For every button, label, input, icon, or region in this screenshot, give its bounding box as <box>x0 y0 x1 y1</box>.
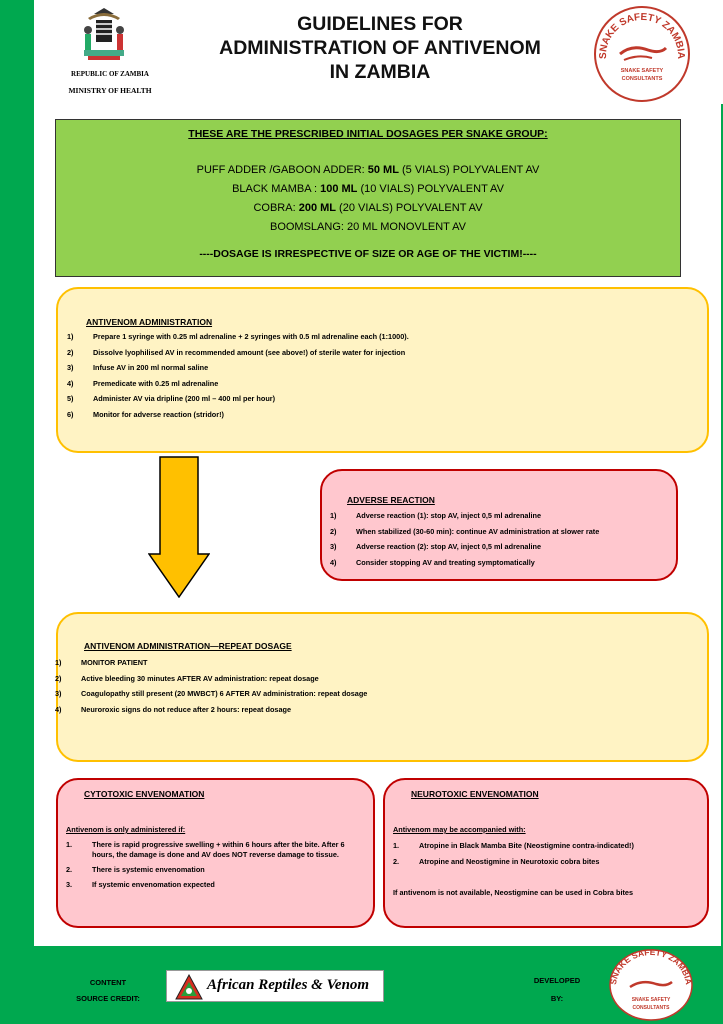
dosage-cobra <box>56 202 680 214</box>
list-item <box>393 857 703 867</box>
neurotoxic-steps <box>393 841 703 867</box>
cytotoxic-title: CYTOTOXIC ENVENOMATION <box>84 789 205 799</box>
dosage-footer: ----DOSAGE IS IRRESPECTIVE OF SIZE OR AGE OF THE VICTIM!---- <box>199 248 537 260</box>
list-item <box>67 379 687 389</box>
dose-amount: 200 ML <box>298 202 336 214</box>
footer-logo-arc-text: SNAKE SAFETY ZAMBIA <box>608 947 694 986</box>
dosage-boomslang: BOOMSLANG: 20 ML MONOVLENT AV <box>269 221 467 233</box>
arv-name: African Reptiles & Venom <box>207 977 370 993</box>
list-item <box>66 880 366 890</box>
list-text: MONITOR PATIENT <box>81 658 148 667</box>
down-arrow-icon <box>148 456 210 598</box>
list-text: Active bleeding 30 minutes AFTER AV administration: repeat dosage <box>81 673 319 683</box>
footer-by: BY: <box>550 994 564 1003</box>
list-text: Monitor for adverse reaction (stridor!) <box>93 409 224 419</box>
list-item <box>330 511 670 521</box>
footer-snake-safety-logo <box>608 947 694 1021</box>
list-item <box>66 865 366 875</box>
list-item <box>67 348 687 358</box>
repeat-dosage-box <box>56 612 709 762</box>
adverse-title: ADVERSE REACTION <box>347 495 435 505</box>
dose-text: BLACK MAMBA : <box>232 183 321 195</box>
logo-sub2: CONSULTANTS <box>621 76 663 82</box>
list-number: 5) <box>67 394 74 404</box>
list-item <box>67 394 687 404</box>
list-number: 6) <box>67 409 74 419</box>
admin-steps <box>67 332 687 420</box>
logo-sub1: SNAKE SAFETY <box>620 68 664 74</box>
list-number: 4) <box>330 557 337 567</box>
list-item <box>67 332 687 342</box>
adverse-reaction-box <box>320 469 678 581</box>
title-line: ADMINISTRATION OF ANTIVENOM <box>219 37 541 59</box>
list-text: Prepare 1 syringe with 0.25 ml adrenaline + 2 syringes with 0.5 ml adrenaline each (1:1000). <box>93 332 409 341</box>
dosage-heading: THESE ARE THE PRESCRIBED INITIAL DOSAGES PER SNAKE GROUP: <box>188 128 548 140</box>
title-line: GUIDELINES FOR <box>297 13 463 35</box>
list-number: 2) <box>67 347 74 357</box>
list-number: 1) <box>67 332 74 341</box>
dose-text: (20 VIALS) POLYVALENT AV <box>336 202 483 214</box>
dose-text: PUFF ADDER /GABOON ADDER: <box>196 164 368 176</box>
snake-safety-logo <box>592 4 692 104</box>
list-text: Adverse reaction (2): stop AV, inject 0,5 ml adrenaline <box>356 542 542 552</box>
list-text: Infuse AV in 200 ml normal saline <box>93 363 209 373</box>
list-item <box>55 689 675 699</box>
cytotoxic-steps <box>66 840 366 890</box>
adverse-steps <box>330 511 670 568</box>
repeat-title: ANTIVENOM ADMINISTRATION—REPEAT DOSAGE <box>84 641 292 651</box>
list-item <box>55 674 675 684</box>
footer-logo-sub1: SNAKE SAFETY <box>631 997 671 1003</box>
footer-logo-sub2: CONSULTANTS <box>632 1005 670 1011</box>
list-item <box>330 527 670 537</box>
list-text: Coagulopathy still present (20 MWBCT) 6 AFTER AV administration: repeat dosage <box>81 689 368 699</box>
list-text: Atropine and Neostigmine in Neurotoxic cobra bites <box>419 856 600 866</box>
title-line: IN ZAMBIA <box>329 61 431 83</box>
list-number: 1) <box>330 511 337 520</box>
arv-logo <box>166 970 384 1002</box>
cytotoxic-box <box>56 778 375 928</box>
list-text: Adverse reaction (1): stop AV, inject 0,5 ml adrenaline <box>356 511 542 520</box>
cytotoxic-subtitle: Antivenom is only administered if: <box>66 825 186 834</box>
page-title <box>190 12 570 84</box>
antivenom-admin-box <box>56 287 709 453</box>
list-number: 1. <box>66 840 73 849</box>
coat-of-arms-icon <box>74 4 134 62</box>
list-item <box>393 841 703 851</box>
dosage-puff-adder <box>56 164 680 176</box>
list-number: 2. <box>66 865 73 874</box>
list-item <box>66 840 366 860</box>
repeat-steps <box>55 658 675 715</box>
footer-developed: DEVELOPED <box>533 976 581 985</box>
list-item <box>67 410 687 420</box>
list-text: Dissolve lyophilised AV in recommended amount (see above!) of sterile water for injection <box>93 347 406 357</box>
dose-amount: 100 ML <box>320 183 358 195</box>
list-item <box>67 363 687 373</box>
dose-amount: 50 ML <box>367 164 399 176</box>
dosage-box <box>55 119 681 277</box>
neurotoxic-title: NEUROTOXIC ENVENOMATION <box>411 789 539 799</box>
list-text: There is rapid progressive swelling + within 6 hours after the bite. After 6 hours, the damage is done and AV does NOT reverse damage to tissue. <box>92 840 345 859</box>
footer-content-label: CONTENT <box>89 978 127 987</box>
list-number: 1. <box>393 841 400 850</box>
list-text: When stabilized (30-60 min): continue AV administration at slower rate <box>356 526 600 536</box>
neurotoxic-note: If antivenom is not available, Neostigmine can be used in Cobra bites <box>393 888 634 897</box>
list-text: Administer AV via dripline (200 ml – 400 ml per hour) <box>93 394 276 404</box>
list-text: Premedicate with 0.25 ml adrenaline <box>93 378 219 388</box>
dose-text: (10 VIALS) POLYVALENT AV <box>357 183 504 195</box>
list-item <box>330 558 670 568</box>
ministry-label: MINISTRY OF HEALTH <box>68 86 152 95</box>
list-text: Consider stopping AV and treating symptomatically <box>356 557 535 567</box>
list-number: 1) <box>55 658 62 667</box>
list-text: Neuroroxic signs do not reduce after 2 hours: repeat dosage <box>81 704 292 714</box>
dosage-black-mamba <box>56 183 680 195</box>
list-number: 4) <box>55 704 62 714</box>
list-number: 3) <box>330 542 337 552</box>
list-text: If systemic envenomation expected <box>92 880 215 889</box>
list-number: 2. <box>393 856 400 866</box>
admin-title: ANTIVENOM ADMINISTRATION <box>86 317 213 327</box>
footer-source-credit: SOURCE CREDIT: <box>76 994 140 1003</box>
list-number: 2) <box>55 673 62 683</box>
list-number: 4) <box>67 378 74 388</box>
list-item <box>55 658 675 668</box>
list-number: 3) <box>67 363 74 373</box>
list-item <box>330 542 670 552</box>
dose-text: (5 VIALS) POLYVALENT AV <box>398 164 540 176</box>
list-number: 3. <box>66 880 73 889</box>
neurotoxic-subtitle: Antivenom may be accompanied with: <box>393 825 526 834</box>
list-text: Atropine in Black Mamba Bite (Neostigmine contra-indicated!) <box>419 841 634 850</box>
list-number: 2) <box>330 526 337 536</box>
republic-label: REPUBLIC OF ZAMBIA <box>71 70 149 78</box>
dose-text: COBRA: <box>253 202 299 214</box>
list-item <box>55 705 675 715</box>
arv-triangle-icon <box>175 974 203 1000</box>
logo-arc-text: SNAKE SAFETY ZAMBIA <box>597 11 687 60</box>
list-text: There is systemic envenomation <box>92 865 205 874</box>
neurotoxic-box <box>383 778 709 928</box>
list-number: 3) <box>55 689 62 699</box>
